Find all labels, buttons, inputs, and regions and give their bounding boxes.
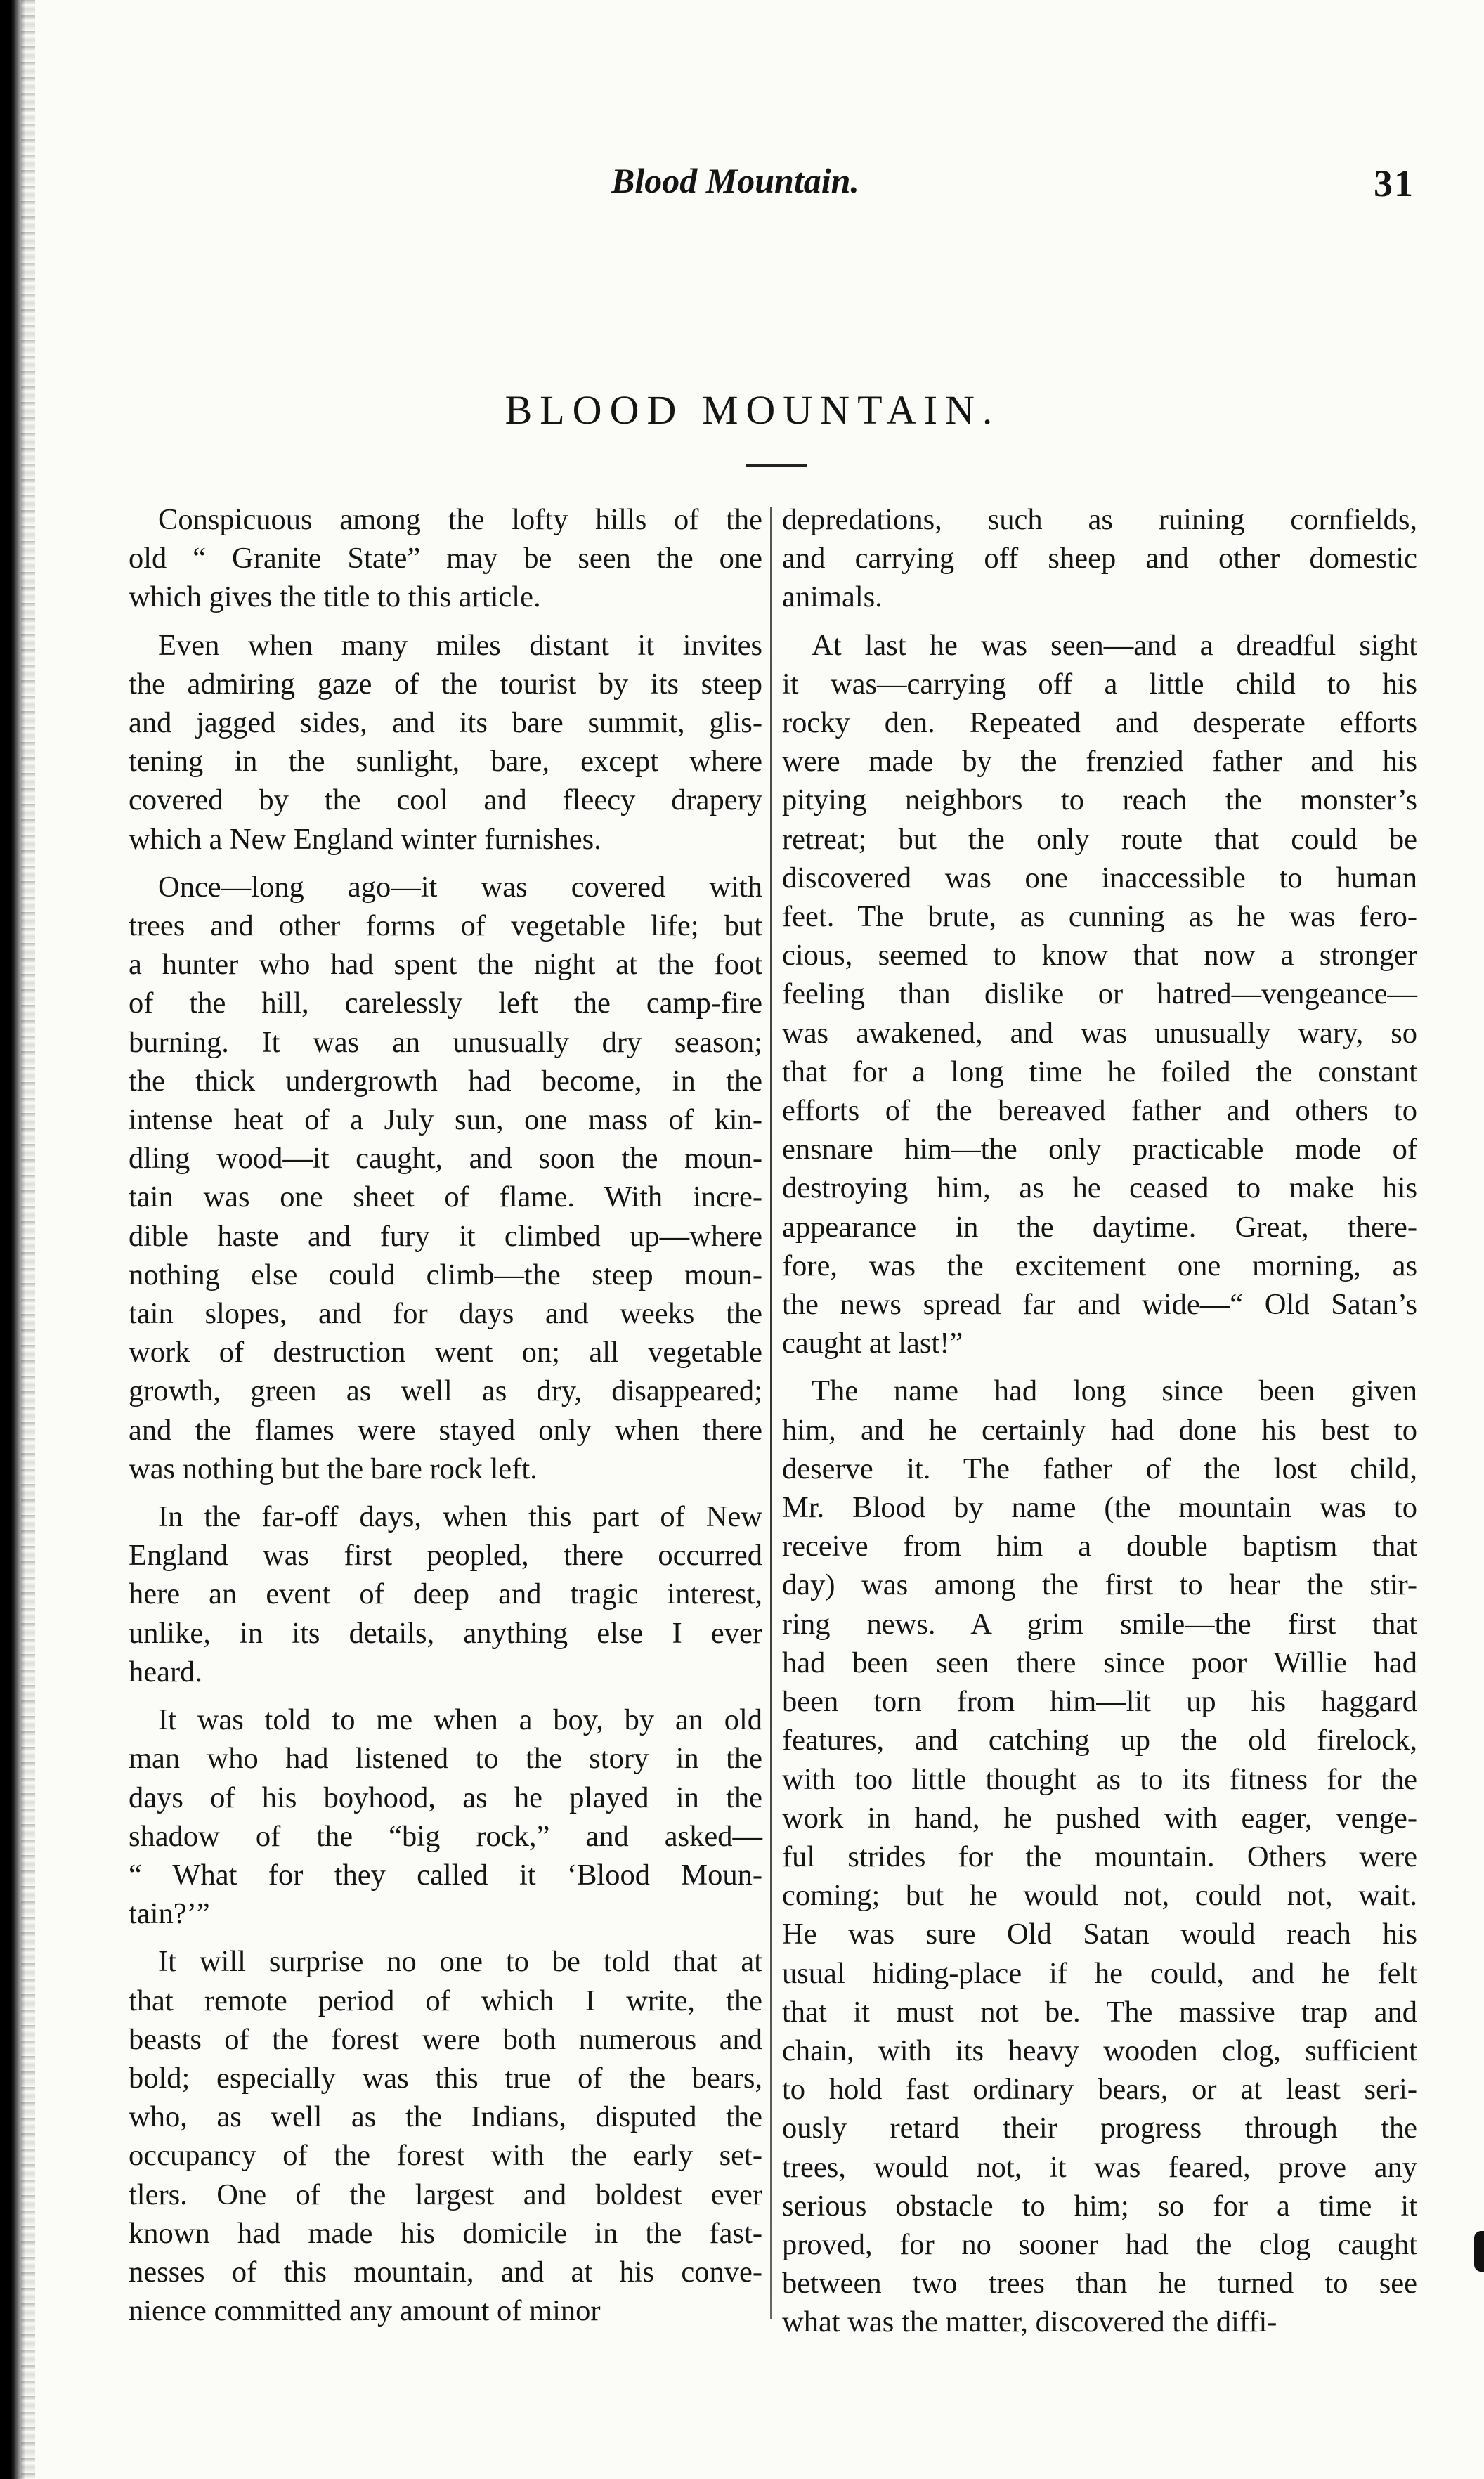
text-line: to hold fast ordinary bears, or at least seri-: [782, 2073, 1417, 2107]
text-line: beasts of the forest were both numerous and: [129, 2022, 762, 2056]
text-line: had been seen there since poor Willie had: [782, 1646, 1417, 1679]
text-line: dible haste and fury it climbed up—where: [129, 1219, 762, 1253]
text-line: burning. It was an unusually dry season;: [129, 1025, 762, 1059]
text-line: chain, with its heavy wooden clog, sufficient: [782, 2034, 1417, 2067]
text-line: In the far-off days, when this part of New: [158, 1500, 762, 1534]
paragraph-gap: [129, 1488, 762, 1497]
text-line: old “ Granite State” may be seen the one: [129, 542, 762, 575]
title-rule: [746, 464, 807, 467]
text-line: work in hand, he pushed with eager, venge-: [782, 1801, 1417, 1835]
left-column: [129, 500, 762, 2327]
text-line: feet. The brute, as cunning as he was fero-: [782, 900, 1417, 934]
text-line: days of his boyhood, as he played in the: [129, 1781, 762, 1814]
text-line: that it must not be. The massive trap and: [782, 1995, 1417, 2029]
text-line: day) was among the first to hear the stir-: [782, 1568, 1417, 1602]
text-line: trees and other forms of vegetable life; but: [129, 909, 762, 943]
text-line: was nothing but the bare rock left.: [129, 1452, 538, 1485]
text-line: covered by the cool and fleecy drapery: [129, 783, 762, 817]
text-line: with too little thought as to its fitness for the: [782, 1762, 1417, 1796]
text-line: what was the matter, discovered the diffi-: [782, 2305, 1277, 2339]
paragraph-gap: [129, 617, 762, 626]
text-line: and jagged sides, and its bare summit, glis-: [129, 706, 762, 740]
text-line: who, as well as the Indians, disputed the: [129, 2100, 762, 2134]
text-line: it was—carrying off a little child to his: [782, 667, 1417, 701]
paragraph: [782, 1372, 1417, 2341]
text-line: feeling than dislike or hatred—vengeance—: [782, 977, 1417, 1011]
text-line: discovered was one inaccessible to human: [782, 861, 1417, 894]
text-line: unlike, in its details, anything else I ever: [129, 1616, 762, 1650]
text-line: destroying him, as he ceased to make his: [782, 1171, 1417, 1205]
text-line: tening in the sunlight, bare, except where: [129, 745, 762, 779]
text-line: the admiring gaze of the tourist by its steep: [129, 667, 762, 701]
text-line: trees, would not, it was feared, prove any: [782, 2150, 1417, 2184]
text-line: efforts of the bereaved father and others to: [782, 1094, 1417, 1128]
text-line: coming; but he would not, could not, wait.: [782, 1879, 1417, 1913]
text-line: usual hiding-place if he could, and he felt: [782, 1956, 1417, 1990]
text-line: caught at last!”: [782, 1327, 963, 1360]
paragraph-gap: [129, 1691, 762, 1700]
text-line: was awakened, and was unusually wary, so: [782, 1016, 1417, 1050]
text-line: It was told to me when a boy, by an old: [158, 1703, 762, 1737]
text-line: shadow of the “big rock,” and asked—: [129, 1819, 762, 1853]
text-line: between two trees than he turned to see: [782, 2267, 1417, 2301]
text-line: receive from him a double baptism that: [782, 1530, 1417, 1563]
text-line: rocky den. Repeated and desperate efforts: [782, 706, 1417, 740]
text-line: At last he was seen—and a dreadful sight: [812, 628, 1417, 662]
text-line: which a New England winter furnishes.: [129, 822, 601, 856]
text-line: serious obstacle to him; so for a time it: [782, 2189, 1417, 2223]
text-line: Conspicuous among the lofty hills of the: [158, 503, 762, 536]
text-line: Mr. Blood by name (the mountain was to: [782, 1491, 1417, 1525]
text-line: were made by the frenzied father and his: [782, 745, 1417, 779]
text-line: which gives the title to this article.: [129, 580, 541, 614]
text-line: tain?’”: [129, 1897, 210, 1931]
text-line: work of destruction went on; all vegetable: [129, 1336, 762, 1369]
text-line: proved, for no sooner had the clog caught: [782, 2227, 1417, 2261]
text-line: and the flames were stayed only when there: [129, 1413, 762, 1447]
text-line: dling wood—it caught, and soon the moun-: [129, 1142, 762, 1176]
text-line: tain slopes, and for days and weeks the: [129, 1297, 762, 1331]
paragraph-gap: [129, 1933, 762, 1942]
running-head: Blood Mountain.: [611, 161, 859, 200]
text-line: tain was one sheet of flame. With incre-: [129, 1180, 762, 1214]
text-line: ously retard their progress through the: [782, 2112, 1417, 2145]
text-line: England was first peopled, there occurred: [129, 1539, 762, 1573]
text-line: nothing else could climb—the steep moun-: [129, 1258, 762, 1291]
article-title: BLOOD MOUNTAIN.: [505, 387, 1001, 433]
text-line: nience committed any amount of minor: [129, 2294, 601, 2328]
text-line: ensnare him—the only practicable mode of: [782, 1133, 1417, 1166]
paragraph-gap: [782, 617, 1417, 626]
text-line: Even when many miles distant it invites: [158, 628, 762, 662]
text-line: depredations, such as ruining cornfields,: [782, 503, 1417, 536]
page-edge-mark: [1474, 2231, 1484, 2272]
text-line: a hunter who had spent the night at the foot: [129, 948, 762, 982]
text-line: that remote period of which I write, the: [129, 1984, 762, 2017]
paragraph: [782, 500, 1417, 617]
paragraph-gap: [129, 859, 762, 868]
paragraph: [129, 1497, 762, 1691]
text-line: “ What for they called it ‘Blood Moun-: [129, 1858, 762, 1892]
text-line: the news spread far and wide—“ Old Satan’s: [782, 1288, 1417, 1322]
text-line: He was sure Old Satan would reach his: [782, 1918, 1417, 1951]
text-line: The name had long since been given: [812, 1374, 1417, 1408]
column-divider: [770, 507, 772, 2319]
text-line: intense heat of a July sun, one mass of kin-: [129, 1103, 762, 1137]
text-line: nesses of this mountain, and at his conve-: [129, 2255, 762, 2289]
paragraph-gap: [782, 1362, 1417, 1372]
text-line: features, and catching up the old firelock,: [782, 1724, 1417, 1757]
text-line: him, and he certainly had done his best to: [782, 1413, 1417, 1447]
text-line: animals.: [782, 580, 883, 614]
text-line: and carrying off sheep and other domestic: [782, 542, 1417, 575]
paragraph: [129, 1700, 762, 1933]
text-line: ful strides for the mountain. Others were: [782, 1840, 1417, 1873]
page-number: 31: [1374, 162, 1414, 204]
text-line: that for a long time he foiled the constant: [782, 1055, 1417, 1088]
text-line: pitying neighbors to reach the monster’s: [782, 783, 1417, 817]
text-line: bold; especially was this true of the bears,: [129, 2061, 762, 2095]
paragraph: [129, 626, 762, 859]
paragraph: [129, 1942, 762, 2330]
text-line: of the hill, carelessly left the camp-fire: [129, 987, 762, 1020]
text-line: growth, green as well as dry, disappeared;: [129, 1374, 762, 1408]
text-line: ring news. A grim smile—the first that: [782, 1607, 1417, 1641]
paragraph: [129, 868, 762, 1488]
text-line: It will surprise no one to be told that at: [158, 1945, 762, 1979]
text-line: been torn from him—lit up his haggard: [782, 1685, 1417, 1719]
text-line: heard.: [129, 1655, 203, 1689]
right-column: [782, 500, 1417, 2339]
paragraph: [129, 500, 762, 617]
text-line: man who had listened to the story in the: [129, 1742, 762, 1776]
text-line: retreat; but the only route that could be: [782, 822, 1417, 856]
text-line: the thick undergrowth had become, in the: [129, 1064, 762, 1098]
text-line: cious, seemed to know that now a stronger: [782, 939, 1417, 972]
text-line: known had made his domicile in the fast-: [129, 2216, 762, 2250]
page-edge-texture: [21, 0, 35, 2479]
text-line: Once—long ago—it was covered with: [158, 870, 762, 904]
text-line: deserve it. The father of the lost child,: [782, 1452, 1417, 1485]
text-line: here an event of deep and tragic interest,: [129, 1577, 762, 1611]
text-line: fore, was the excitement one morning, as: [782, 1249, 1417, 1282]
text-line: occupancy of the forest with the early set-: [129, 2139, 762, 2173]
paragraph: [782, 626, 1417, 1363]
text-line: tlers. One of the largest and boldest ever: [129, 2178, 762, 2211]
text-line: appearance in the daytime. Great, there-: [782, 1210, 1417, 1244]
